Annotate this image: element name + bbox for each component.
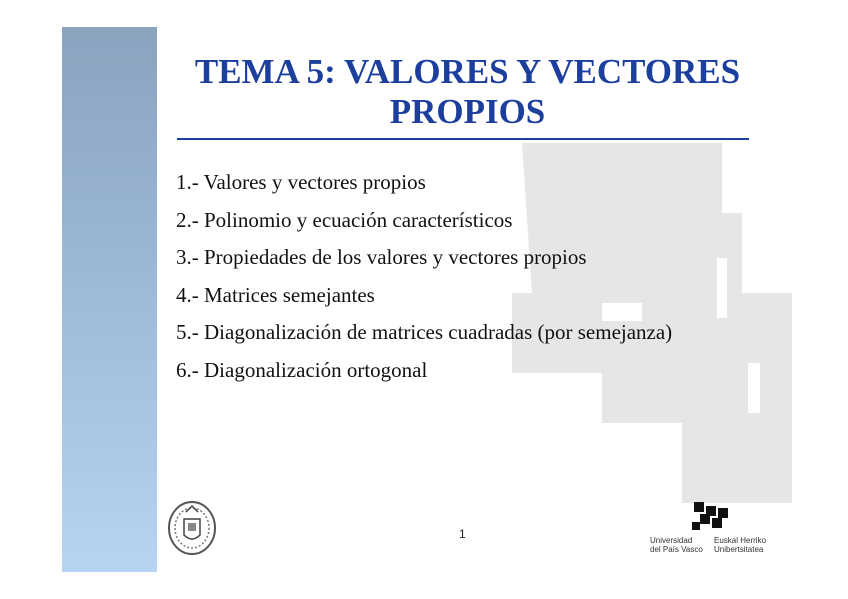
topic-item: 6.- Diagonalización ortogonal	[176, 357, 428, 382]
upv-spanish-name: Universidad del País Vasco	[650, 536, 703, 554]
topic-item: 2.- Polinomio y ecuación característicos	[176, 207, 513, 232]
topic-item: 3.- Propiedades de los valores y vectores propios	[176, 245, 587, 270]
upv-ehu-logo-icon	[648, 498, 768, 534]
sidebar-gradient-bar	[62, 27, 157, 572]
university-seal-icon	[166, 497, 218, 557]
upv-basque-name: Euskal Herriko Unibertsitatea	[714, 536, 767, 554]
page-number: 1	[459, 527, 466, 541]
topic-item: 5.- Diagonalización de matrices cuadradas (por semejanza)	[176, 320, 673, 345]
upv-ehu-logo	[648, 498, 768, 558]
slide-title-line-1: TEMA 5: VALORES Y VECTORES	[194, 52, 741, 91]
topic-item: 1.- Valores y vectores propios	[176, 170, 426, 194]
topic-item: 4.- Matrices semejantes	[176, 282, 375, 307]
topic-list	[176, 164, 672, 390]
slide-title-line-2: PROPIOS	[389, 92, 546, 131]
title-underline	[177, 138, 749, 140]
